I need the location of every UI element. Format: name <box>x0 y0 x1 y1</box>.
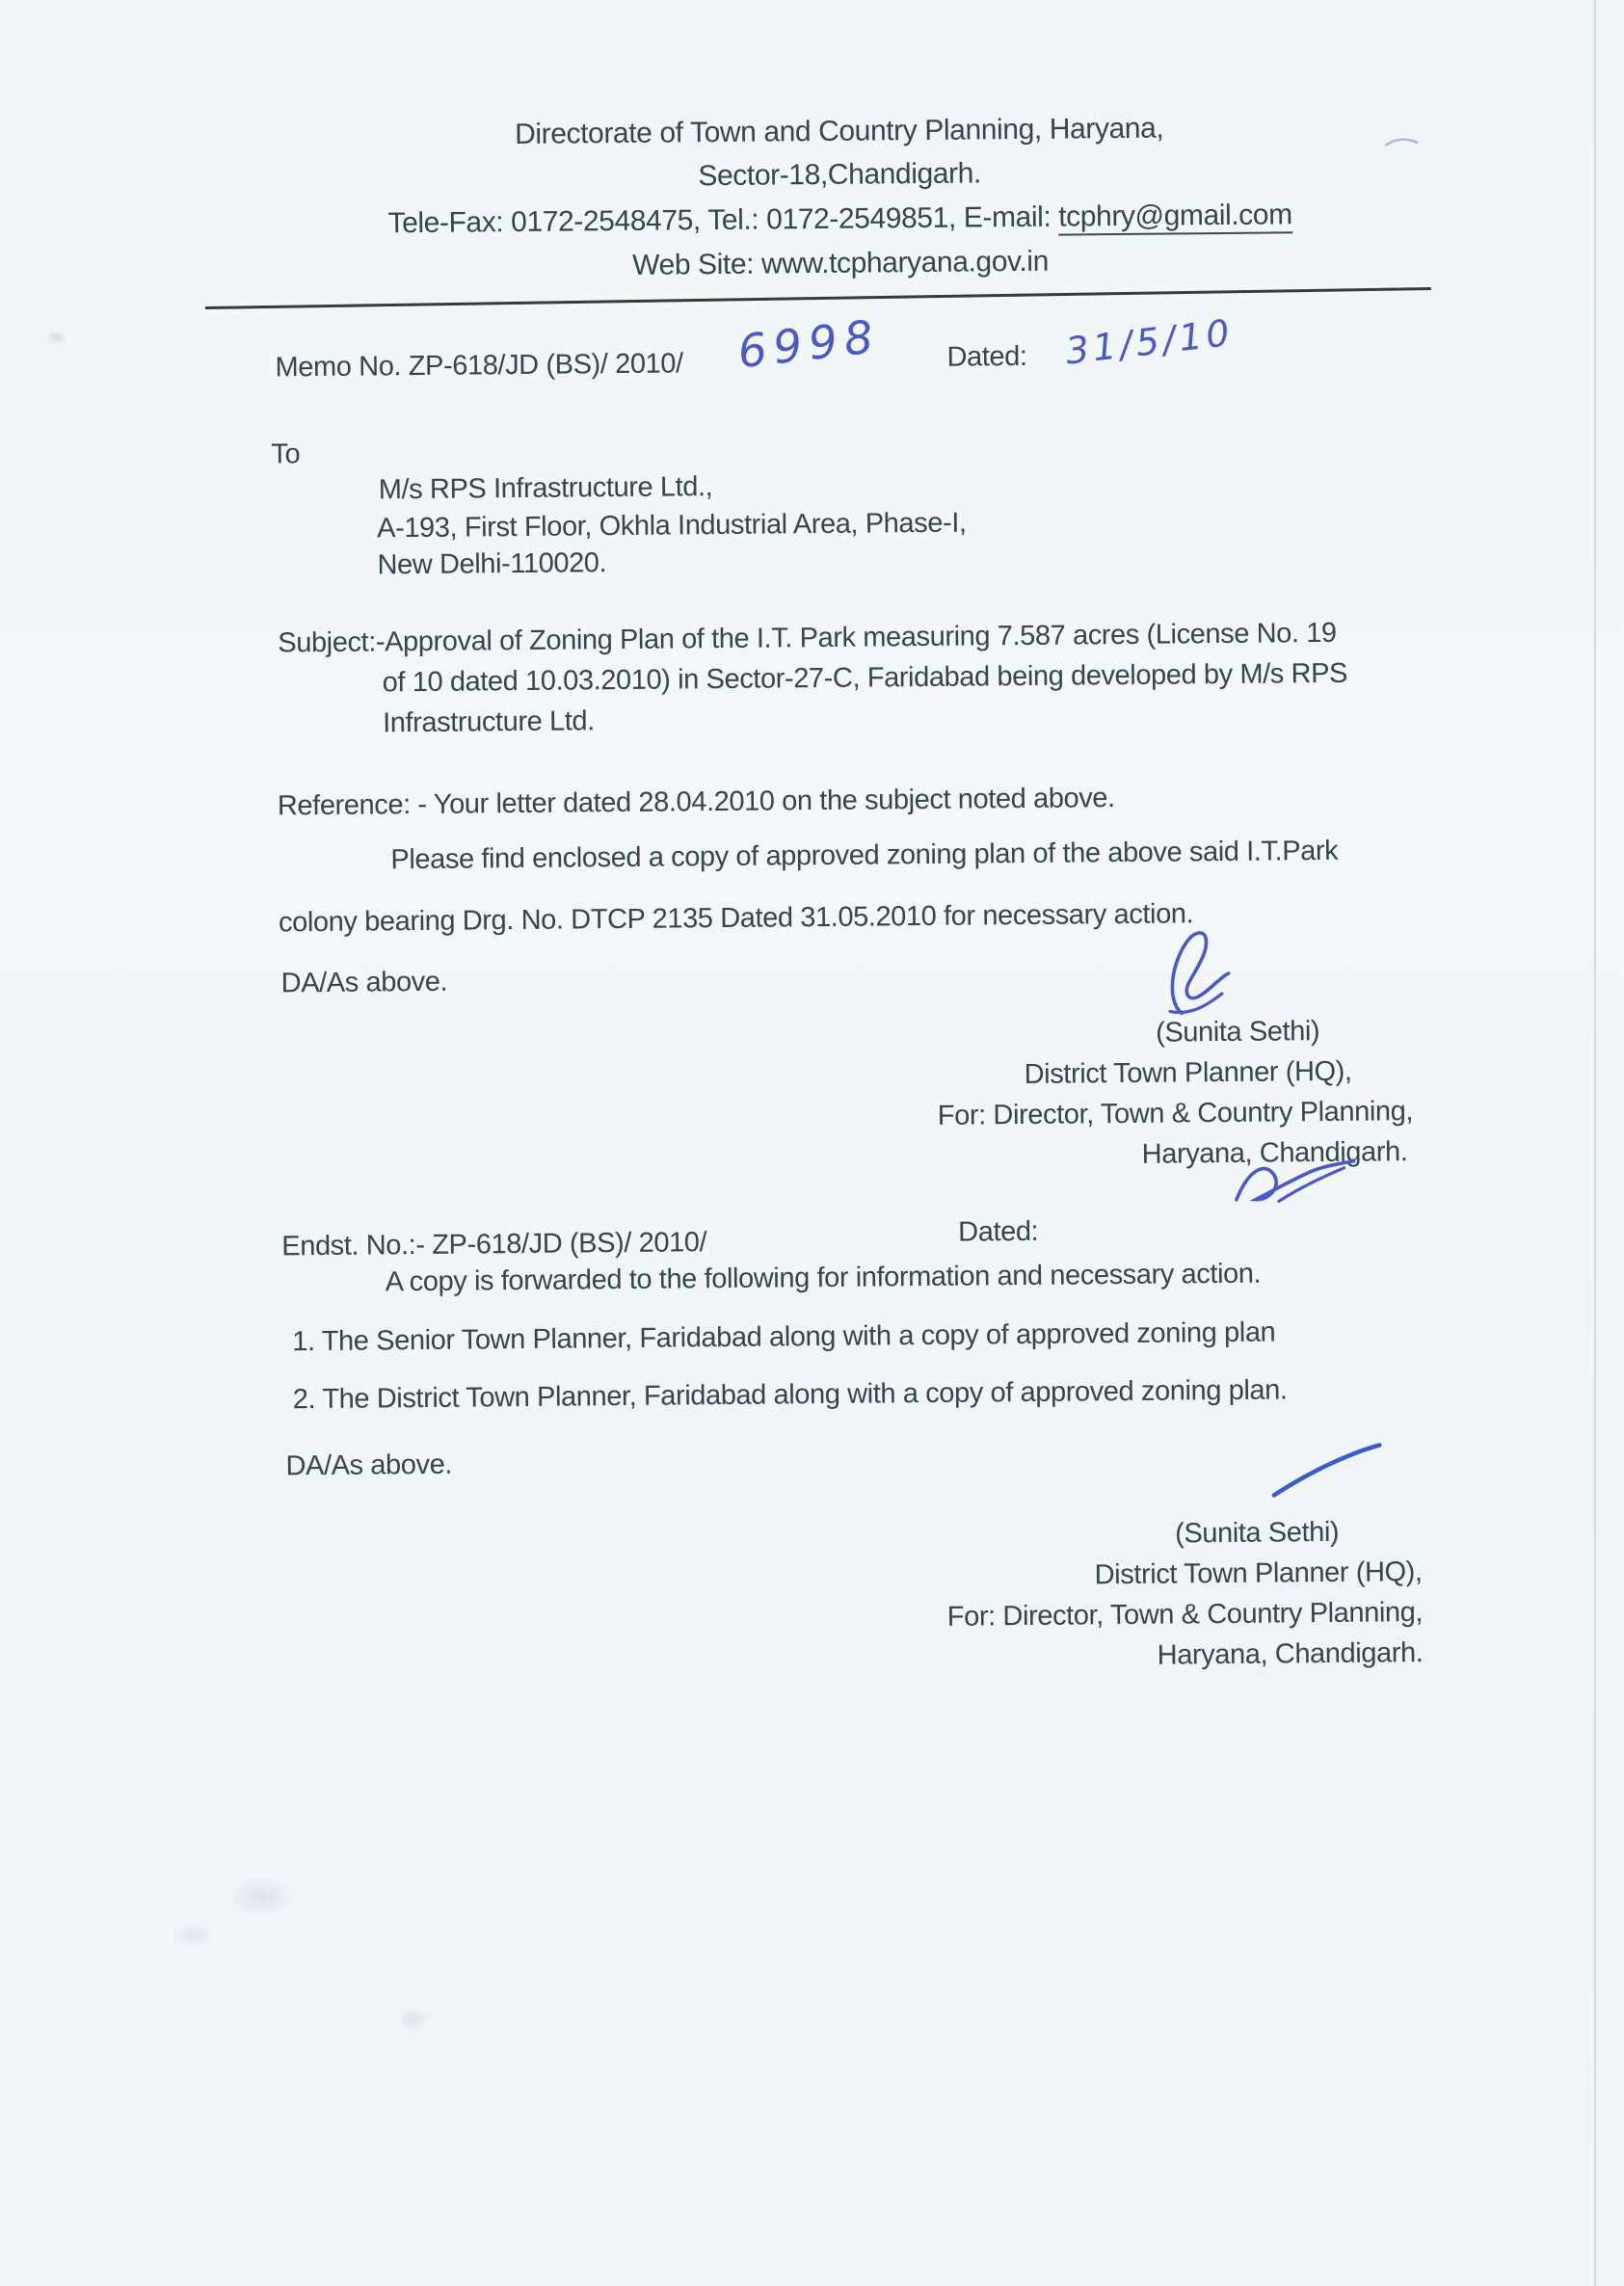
memo-number-label: Memo No. ZP-618/JD (BS)/ 2010/ <box>275 348 683 384</box>
signatory-for-line: For: Director, Town & Country Planning, <box>937 1096 1414 1131</box>
scan-crease-line <box>1594 0 1596 2286</box>
body-line-1: Please find enclosed a copy of approved zoning plan of the above said I.T.Park <box>390 835 1339 876</box>
signatory-name: (Sunita Sethi) <box>1155 1016 1320 1049</box>
stray-ink-mark <box>1384 135 1419 148</box>
enclosure-note-1: DA/As above. <box>280 966 448 999</box>
initials-scribble-icon <box>1224 1156 1364 1208</box>
body-line-2: colony bearing Drg. No. DTCP 2135 Dated 31.05.2010 for necessary action. <box>278 898 1194 939</box>
memo-date-handwritten: 31/5/10 <box>1063 310 1236 373</box>
endst-copy-line: A copy is forwarded to the following for information and necessary action. <box>385 1258 1262 1298</box>
signatory-title: District Town Planner (HQ), <box>1094 1556 1423 1591</box>
signature-slash-icon <box>1264 1440 1390 1501</box>
subject-line-3: Infrastructure Ltd. <box>382 705 595 739</box>
letterhead-website-line: Web Site: www.tcpharyana.gov.in <box>632 245 1050 281</box>
endst-number-label: Endst. No.:- ZP-618/JD (BS)/ 2010/ <box>281 1227 707 1263</box>
reference-line: Reference: - Your letter dated 28.04.2010 on the subject noted above. <box>277 783 1115 822</box>
memo-number-handwritten: 6998 <box>734 309 883 380</box>
signatory-place: Haryana, Chandigarh. <box>1157 1637 1424 1671</box>
signature-block-2 <box>879 1511 1424 1678</box>
endst-item-1: 1. The Senior Town Planner, Faridabad along with a copy of approved zoning plan <box>292 1316 1276 1358</box>
contact-prefix: Tele-Fax: 0172-2548475, Tel.: 0172-2549851, E-mail: <box>387 200 1059 240</box>
endst-dated-label: Dated: <box>958 1215 1039 1248</box>
enclosure-note-2: DA/As above. <box>285 1449 453 1482</box>
signatory-name: (Sunita Sethi) <box>1174 1516 1340 1550</box>
addressee-street: A-193, First Floor, Okhla Industrial Area, Phase-I, <box>377 507 967 545</box>
endst-item-2: 2. The District Town Planner, Faridabad along with a copy of approved zoning plan. <box>292 1374 1288 1416</box>
signatory-place: Haryana, Chandigarh. <box>1141 1136 1408 1170</box>
addressee-city: New Delhi-110020. <box>377 547 607 581</box>
to-label: To <box>271 439 301 470</box>
letterhead-address-line: Sector-18,Chandigarh. <box>698 157 982 193</box>
addressee-name: M/s RPS Infrastructure Ltd., <box>378 471 713 506</box>
letterhead-org-line: Directorate of Town and Country Planning, Haryana, <box>515 112 1164 151</box>
signatory-for-line: For: Director, Town & Country Planning, <box>946 1597 1424 1633</box>
subject-line-2: of 10 dated 10.03.2010) in Sector-27-C, Faridabad being developed by M/s RPS <box>382 657 1348 699</box>
letterhead-divider-rule <box>205 287 1431 309</box>
signatory-title: District Town Planner (HQ), <box>1024 1055 1352 1090</box>
letterhead-contact-line <box>274 198 1406 241</box>
subject-line-1: Subject:-Approval of Zoning Plan of the I.T. Park measuring 7.587 acres (License No. 19 <box>278 617 1337 659</box>
email-address: tcphry@gmail.com <box>1058 199 1292 235</box>
signature-scribble-icon <box>1148 926 1274 1019</box>
signature-block-1 <box>874 1010 1414 1177</box>
memo-dated-label: Dated: <box>946 340 1027 373</box>
